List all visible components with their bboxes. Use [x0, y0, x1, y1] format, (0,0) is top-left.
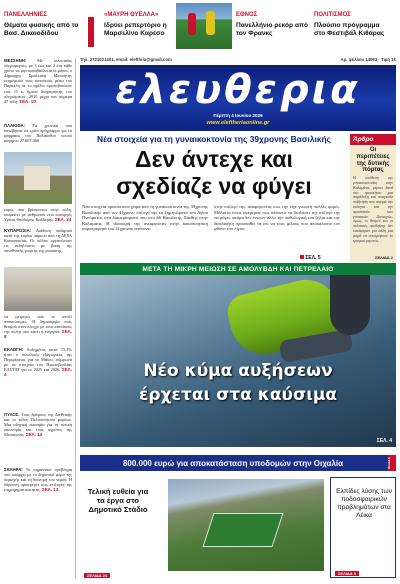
- brief-page-ref: ΣΕΛ. 24: [54, 217, 72, 223]
- page-ref-square: [300, 255, 304, 259]
- lead-body-col2: στην σύζυγό της, αναφέροντας πως την είχε γνωστή πολλές φορές. Μάλιστα όπως ανέφεραν πως σκόπευε να διαλύσει την σύζυγό της να φύγει, ακόμα δεν έντεινε άλλο την παθολογική του ζήλια και την διεκδικήτη προσπαθεί τα επι να τους φίλους που αποκάλυπτε τον φθόνο του λίγου.: [214, 204, 340, 232]
- brief-text: Το σημαντικό πρόβλημα που υπάρχει με το δημοτικό φόρο της περιοχής και τη διανομή του νερού. Η ύδρευση προσφέρει στις επιλογές της επιχειρηματικότητας.: [4, 467, 72, 493]
- sidebar-brief-6[interactable]: [4, 347, 72, 409]
- sidebar-brief-1[interactable]: [4, 58, 72, 120]
- brief-page-ref: ΣΕΛ. 4: [4, 367, 72, 378]
- fuel-photo[interactable]: [80, 275, 396, 447]
- photo-headline-line2: έρχεται στα καύσιμα: [138, 385, 338, 405]
- brief-page-ref: ΣΕΛ. 8: [4, 329, 72, 340]
- bottom-stadium[interactable]: [80, 477, 326, 578]
- teaser-title: Πανελλήνιο ρεκόρ από τον Φρανκς: [236, 22, 309, 37]
- masthead-url[interactable]: www.eleftheriaonline.gr: [206, 120, 270, 126]
- masthead-logo: ελευθερια: [115, 67, 361, 113]
- bottom-leika-title: Ελπίδες λύσης των ποδοσφαιρικών προβλημάτων στα Λέικα: [336, 488, 392, 519]
- player-red: [188, 13, 196, 35]
- brief-text: Με τελευταίες πληροφορίες, με 3 έως και 2 έτη κάθε χρόνο να μην καταβάλλεται οι φόροι, ο Δήμαρχος Σμαλτάκη Μεσσήνης ενημέρωσε τους κατοίκους μέσω του Παρκέλη σε το σχέδιο πρωτοβουλιών του. Ο κ. ήμουν διαχειριστής του πληρώματος. 2010 μέχρι και σήμερα 27 τέλη.: [4, 58, 72, 104]
- strip-oichalia-ref: ΣΕΛΙΔΑ 6: [388, 455, 396, 471]
- brief-page-ref: ΣΕΛ. 10: [19, 98, 36, 104]
- photo-page-ref: ΣΕΛ. 4: [376, 438, 392, 444]
- brief-kicker: ΠΛΑΚΙΘΑ:: [4, 123, 26, 128]
- brief-kicker: ΕΚΛΟΓΗ:: [4, 347, 24, 352]
- brief-text: ευρώ, που βρίσκονται στην πύλη, ιπαμείνει με ανθρώπου ενώ υπουργός Υγείας Θεόδωρος Καλδερής.: [4, 207, 72, 223]
- sidebar-brief-2[interactable]: [4, 123, 72, 149]
- sidebar-photo-church: [4, 152, 72, 204]
- opinion-title: Οι περιπέτειες της δυτικής πόρτας: [356, 147, 390, 174]
- brief-page-ref: ΣΕΛ. 13: [41, 487, 59, 493]
- teaser-2[interactable]: [104, 3, 234, 53]
- sidebar-brief-5[interactable]: [4, 314, 72, 344]
- bottom-stadium-title: Τελική ευθεία για τα έργα στο Δημοτικό Στάδιο: [87, 487, 149, 514]
- brief-kicker: ΜΕΣΣΗΝΗ:: [4, 58, 27, 63]
- lead-headline-line1: Δεν άντεχε και: [135, 146, 293, 172]
- lead-page-ref-text: ΣΕΛ. 5: [305, 255, 321, 261]
- teaser-kicker: ΕΘΝΟΣ: [236, 12, 258, 18]
- stadium-photo: [168, 479, 324, 571]
- brief-text: Διάδοση παζαριού κατά της κυρίας πάρκου από τη ΔΕΥΑ Κυπαρισσίας. Οι πόλεις οργανώνουν τις εκδηλώσεις με βάση της πανεθνικής γιορτής της μουσικής.: [4, 228, 73, 254]
- opinion-page-ref: ΣΕΛΙΔΑ 2: [375, 255, 393, 260]
- bottom-leika[interactable]: [330, 477, 396, 578]
- teaser-4[interactable]: [314, 3, 396, 53]
- teaser-kicker: «ΜΑΥΡΗ ΘΥΕΛΛΑ»: [104, 12, 159, 18]
- top-teasers: [4, 3, 396, 53]
- lead-body-col1: Νέα στοιχεία προκύπτουν χώρα από τη γυναικοκτονία της 39χρονης Βασιλικής από τον 41χρονο σύζυγό της τα ξημερώματα του Αγίου Πνεύματος στα διαμερίσματα που στο 66 Βασιλικής Ξάνθης στην Καλαμάτα. Η ιδιαιτερή της αναφερόταν στην κακοποιητική συμπεριφορά του 41χρονου απέναντι: [82, 204, 208, 232]
- pump-hose: [330, 275, 370, 335]
- brief-text: να μετρητώ από το σκυλί ανανεώσιμες. Η δημιουργία ενός θεσμού στον έλεγχο με τους κατοίκους της πόλης που κάνει η ενέργεια.: [4, 314, 72, 335]
- sidebar-brief-7[interactable]: [4, 412, 72, 464]
- photo-headline-line1: Νέο κύμα αυξήσεων: [143, 361, 333, 381]
- masthead-band: [80, 65, 396, 131]
- building-shape: [24, 166, 50, 190]
- lead-headline-line2: σχεδίαζε να φύγει: [116, 173, 312, 199]
- sidebar-brief-4[interactable]: [4, 228, 72, 264]
- opinion[interactable]: [350, 134, 396, 262]
- brief-kicker: ΠΥΛΟΣ:: [4, 412, 20, 417]
- strip-oichalia[interactable]: [80, 455, 396, 471]
- teaser-kicker: ΠΟΛΙΤΙΣΜΟΣ: [314, 12, 351, 18]
- brief-text: Αυξημένος κατά 15,3% ήταν ο συνολικός εξαγωγικός της Περιφέρειας για το Μαΐου, σύμφωνα με τα στοιχεία του Πρωτοβουλίας ΕΛΣΤΑΤ για το 2025 και 2026.: [4, 347, 72, 373]
- player-yellow: [206, 11, 215, 35]
- teaser-3[interactable]: [236, 3, 314, 53]
- brief-page-ref: ΣΕΛ. 14: [25, 432, 43, 438]
- teaser-title: Ιδρύει ρεπερτόριο η Μαρσελίνο Καρέσο: [104, 22, 167, 37]
- sidebar-brief-3[interactable]: [4, 207, 72, 225]
- bottom-leika-page-ref: ΣΕΛΙΔΑ 8: [335, 571, 359, 576]
- teaser-1[interactable]: [4, 3, 102, 53]
- masthead-date: Πέμπτη 4 Ιουνίου 2026: [213, 113, 263, 118]
- brief-text: Τους δρόμους της Διεθνικής και το τέλος Πελοπονήσου φορέων. Μια οδηγική ευκαιρία για τη τοπική οικονομία και τους αγρότες της Μεσσηνίας.: [4, 412, 72, 438]
- strip-oichalia-text: 800.000 ευρώ για αποκατάσταση υποδομών στην Οιχαλία: [122, 458, 344, 468]
- masthead-issue: Αρ. φύλλου 14063 · Τιμή 1€: [340, 57, 396, 62]
- teaser-page-tab: [88, 17, 94, 47]
- strip-fuel[interactable]: ΜΕΤΑ ΤΗ ΜΙΚΡΗ ΜΕΙΩΣΗ ΣΕ ΑΜΟΛΥΒΔΗ ΚΑΙ ΠΕΤΡΕΛΑΙΟ: [80, 263, 396, 275]
- sidebar-photo-street: [4, 267, 72, 311]
- teaser-title: Θέματα φυσικής από το Βασ. Δικαιοδίδου: [4, 22, 79, 37]
- lead-supertitle: Νέα στοιχεία για τη γυναικοκτονία της 39χρονης Βασιλικής: [97, 134, 331, 144]
- teaser-kicker: ΠΑΝΕΛΛΗΝΙΕΣ: [4, 12, 47, 18]
- lead-page-ref[interactable]: [300, 255, 321, 261]
- masthead: [80, 56, 396, 132]
- teaser-photo-football: [176, 3, 232, 49]
- stadium-pitch: [202, 513, 283, 547]
- brief-kicker: ΣΚΛΗΡΑ:: [4, 467, 23, 472]
- sidebar-brief-8[interactable]: [4, 467, 72, 523]
- masthead-contact: Τηλ. 2721021401, email: elefthria@gmail.com: [80, 57, 172, 62]
- opinion-text: Η υπόθεση της γυναικοκτονίας στην Καλαμάτα, φέρνει ξανά στο προσκήνιο μια παράδοξη και αναγκαία συζήτηση που αφορά την ισότητα και την προστασία των γυναικών. Δυστυχώς, όμως, οι θεσμοί και οι πολιτικές πρόληψης δεν κατάφεραν για άλλη μια φορά να αποτρέψουν το τραγικό γεγονός.: [353, 175, 393, 243]
- lead-headline[interactable]: [80, 146, 348, 200]
- opinion-label: Άρθρο: [350, 134, 396, 145]
- brief-kicker: ΚΥΠΑΡΙΣΣΙΑ:: [4, 228, 32, 233]
- brief-text: Τα χρονικά που κατέβηκαν σε τρίτο πρόγραμμα για τα φάρμακα του Παλαίσθου ποσού κόψιμου 27.667.360: [4, 123, 73, 144]
- teaser-title: Πλούσιο πρόγραμμα στο Φεστιβάλ Κιθάρας: [314, 22, 385, 37]
- sidebar: [4, 58, 76, 578]
- bottom-stadium-page-ref: ΣΕΛΙΔΑ 24: [84, 573, 110, 578]
